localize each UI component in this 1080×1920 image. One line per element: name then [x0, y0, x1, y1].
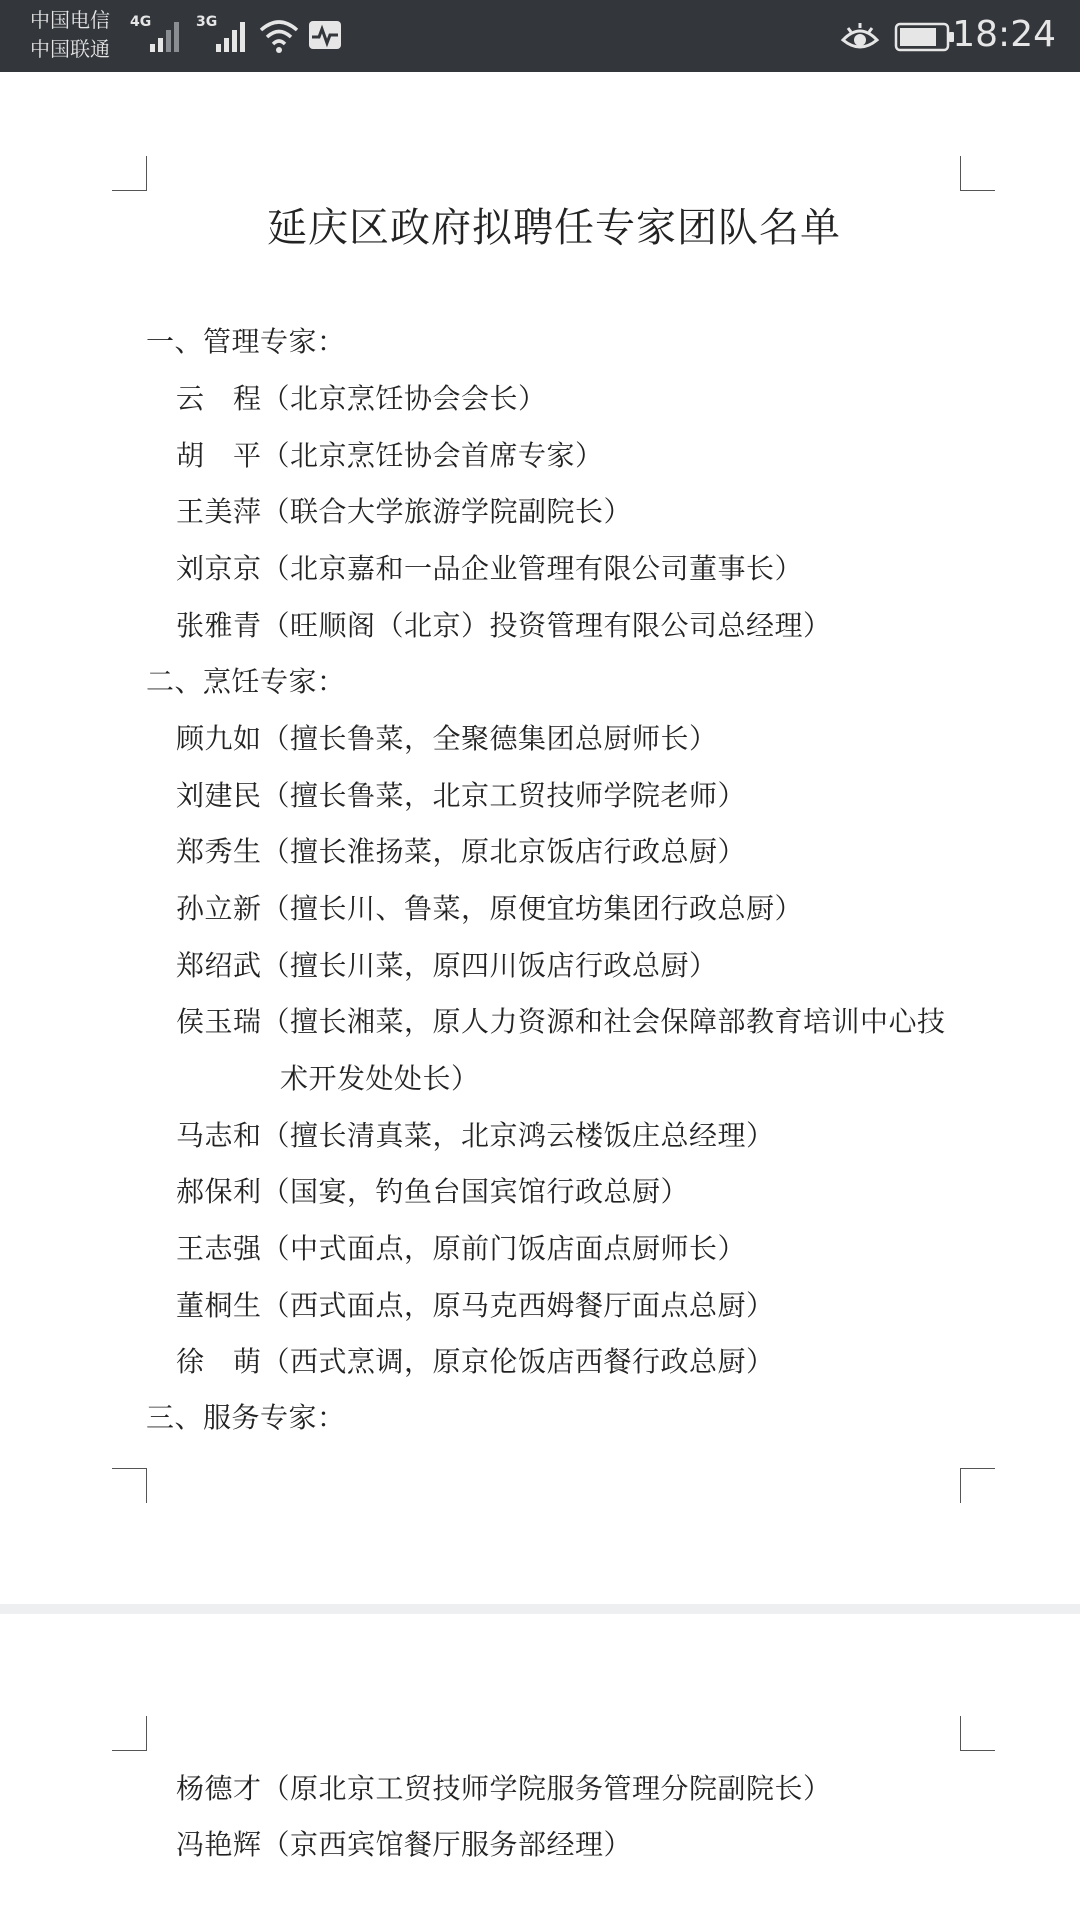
page-corner-mark — [960, 156, 995, 191]
list-item: 郝保利（国宴，钓鱼台国宾馆行政总厨） — [176, 1175, 690, 1208]
page-corner-mark — [112, 156, 147, 191]
list-item: 顾九如（擅长鲁菜，全聚德集团总厨师长） — [176, 722, 718, 755]
list-item: 侯玉瑞（擅长湘菜，原人力资源和社会保障部教育培训中心技 — [176, 1005, 946, 1038]
network-1-label: 4G — [130, 14, 152, 30]
list-item: 马志和（擅长清真菜，北京鸿云楼饭庄总经理） — [176, 1119, 775, 1152]
activity-monitor-icon — [308, 20, 342, 50]
list-item: 杨德才（原北京工贸技师学院服务管理分院副院长） — [176, 1772, 832, 1805]
list-item: 冯艳辉（京西宾馆餐厅服务部经理） — [176, 1828, 633, 1861]
list-item: 张雅青（旺顺阁（北京）投资管理有限公司总经理） — [176, 609, 832, 642]
section-heading-management: 一、管理专家： — [146, 325, 346, 358]
section-heading-service: 三、服务专家： — [146, 1401, 346, 1434]
list-item: 郑秀生（擅长淮扬菜，原北京饭店行政总厨） — [176, 835, 747, 868]
section-heading-cooking: 二、烹饪专家： — [146, 665, 346, 698]
battery-icon — [894, 22, 956, 52]
list-item: 胡 平（北京烹饪协会首席专家） — [176, 439, 604, 472]
signal-4g-icon — [148, 18, 184, 54]
document-title: 延庆区政府拟聘任专家团队名单 — [267, 205, 841, 251]
list-item: 王美萍（联合大学旅游学院副院长） — [176, 495, 633, 528]
page-corner-mark — [960, 1468, 995, 1503]
page-corner-mark — [960, 1716, 995, 1751]
list-item: 徐 萌（西式烹调，原京伦饭店西餐行政总厨） — [176, 1345, 775, 1378]
list-item-continuation: 术开发处处长） — [280, 1062, 480, 1095]
list-item: 董桐生（西式面点，原马克西姆餐厅面点总厨） — [176, 1289, 775, 1322]
wifi-icon — [258, 16, 300, 54]
list-item: 孙立新（擅长川、鲁菜，原便宜坊集团行政总厨） — [176, 892, 804, 925]
list-item: 云 程（北京烹饪协会会长） — [176, 382, 547, 415]
list-item: 刘建民（擅长鲁菜，北京工贸技师学院老师） — [176, 779, 747, 812]
carrier-2: 中国联通 — [30, 37, 110, 61]
status-bar — [0, 0, 1080, 72]
network-2-label: 3G — [196, 14, 218, 30]
carrier-info — [30, 6, 110, 64]
list-item: 郑绍武（擅长川菜，原四川饭店行政总厨） — [176, 949, 718, 982]
list-item: 刘京京（北京嘉和一品企业管理有限公司董事长） — [176, 552, 804, 585]
page-corner-mark — [112, 1716, 147, 1751]
list-item: 王志强（中式面点，原前门饭店面点厨师长） — [176, 1232, 747, 1265]
eye-comfort-icon — [840, 20, 880, 54]
page-corner-mark — [112, 1468, 147, 1503]
signal-3g-icon — [214, 18, 250, 54]
status-time: 18:24 — [952, 14, 1056, 55]
carrier-1: 中国电信 — [30, 8, 110, 32]
page-separator — [0, 1604, 1080, 1614]
